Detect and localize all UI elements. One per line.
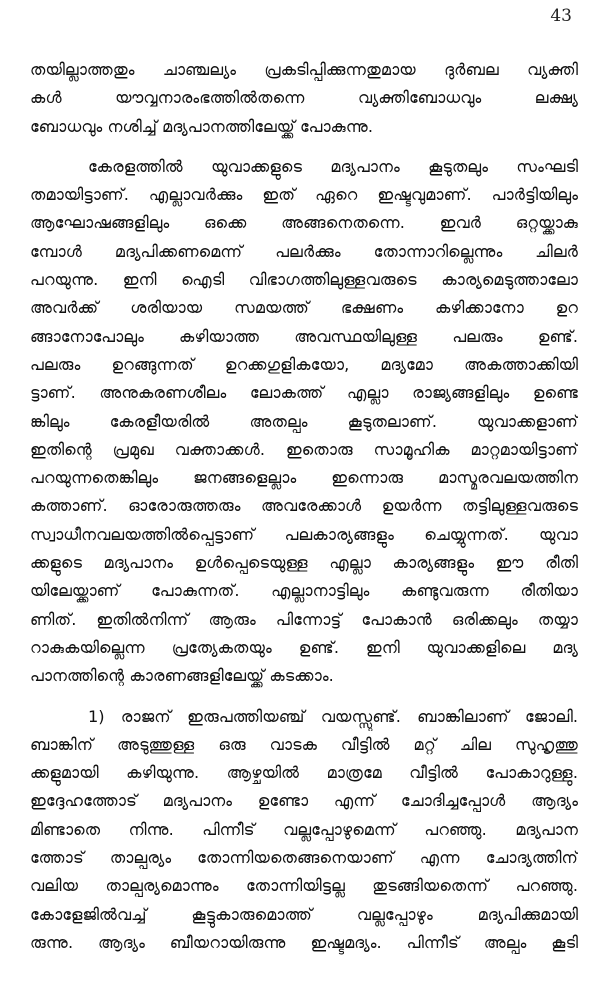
- text-line: ത്തോട് താല്പര്യം തോന്നിയതെങ്ങനെയാണ് എന്ന ചോദ്യത്തിന്: [30, 848, 578, 868]
- paragraph-gap: [30, 141, 578, 153]
- text-line: മിണ്ടാതെ നിന്നു. പിന്നീട് വല്ലപ്പോഴുമെന്ന് പറഞ്ഞു. മദ്യപാന: [30, 819, 578, 839]
- text-line: ട്ടാണ്. അനുകരണശീലം ലോകത്ത് എല്ലാ രാജ്യങ്ങളിലും ഉണ്ടെ: [30, 383, 578, 403]
- paragraph: [30, 703, 578, 958]
- text-line: ഇദ്ദേഹത്തോട് മദ്യപാനം ഉണ്ടോ എന്ന് ചോദിച്ചപ്പോൾ ആദ്യം: [30, 791, 578, 811]
- text-line: ആഘോഷങ്ങളിലും ഒക്കെ അങ്ങനെതന്നെ. ഇവർ ഒറ്റയ്ക്കാകു: [30, 213, 578, 233]
- text-line: ങ്കിലും കേരളീയരിൽ അതല്പം കൂടുതലാണ്. യുവാക്കളാണ്: [30, 411, 578, 431]
- paragraph-gap: [30, 691, 578, 703]
- text-line: ക്കളുമായി കഴിയുന്നു. ആഴ്ചയിൽ മാത്രമേ വീട്ടിൽ പോകാറുള്ളു.: [30, 763, 578, 783]
- text-line: കേരളത്തിൽ യുവാക്കളുടെ മദ്യപാനം കൂടുതലും സംഘടി: [88, 156, 578, 176]
- text-line: ക്കളുടെ മദ്യപാനം ഉൾപ്പെടെയുള്ള എല്ലാ കാര്യങ്ങളും ഈ രീതി: [30, 553, 578, 573]
- paragraph: [30, 56, 578, 141]
- text-line: റാകുകയില്ലെന്ന പ്രത്യേകതയും ഉണ്ട്. ഇനി യുവാക്കളിലെ മദ്യ: [30, 637, 578, 657]
- text-line: പലരും ഉറങ്ങുന്നത് ഉറക്കഗുളികയോ, മദ്യമോ അകത്താക്കിയി: [30, 354, 578, 374]
- paragraph: [30, 153, 578, 691]
- page-number: 43: [550, 6, 572, 26]
- text-line: ഇതിന്റെ പ്രമുഖ വക്താക്കൾ. ഇതൊരു സാമൂഹിക മാറ്റമായിട്ടാണ്: [30, 439, 578, 459]
- text-line: യിലേയ്ക്കാണ് പോകുന്നത്. എല്ലാനാട്ടിലും കണ്ടുവരുന്ന രീതിയാ: [30, 581, 578, 601]
- text-line: വലിയ താല്പര്യമൊന്നും തോന്നിയിട്ടല്ല തുടങ്ങിയതെന്ന് പറഞ്ഞു.: [30, 876, 578, 896]
- text-line: കോളേജിൽവച്ച് കൂട്ടുകാരുമൊത്ത് വല്ലപ്പോഴും മദ്യപിക്കുമായി: [30, 904, 578, 924]
- text-line: പറയുന്നു. ഇനി ഐടി വിഭാഗത്തിലുള്ളവരുടെ കാര്യമെടുത്താലോ: [30, 270, 578, 290]
- text-line: കത്താണ്. ഓരോരുത്തരും അവരേക്കാൾ ഉയർന്ന തട്ടിലുള്ളവരുടെ: [30, 496, 578, 516]
- text-line: പറയുന്നതെങ്കിലും ജനങ്ങളെല്ലാം ഇന്നൊരു മാസ്മരവലയത്തിന: [30, 468, 578, 488]
- text-line: 1) രാജന് ഇരുപത്തിയഞ്ച് വയസ്സുണ്ട്. ബാങ്കിലാണ് ജോലി.: [88, 706, 578, 726]
- text-line: ണിത്. ഇതിൽനിന്ന് ആരും പിന്നോട്ട് പോകാൻ ഒരിക്കലും തയ്യാ: [30, 609, 578, 629]
- page-body: [30, 56, 578, 957]
- text-line: സ്വാധീനവലയത്തിൽപ്പെട്ടാണ് പലകാര്യങ്ങളും ചെയ്യുന്നത്. യുവാ: [30, 524, 578, 544]
- text-line: ബോധവും നശിച്ച് മദ്യപാനത്തിലേയ്ക്ക് പോകുന്നു.: [30, 116, 374, 136]
- text-line: ങ്ങാനോപോലും കഴിയാത്ത അവസ്ഥയിലുള്ള പലരും ഉണ്ട്.: [30, 326, 578, 346]
- text-line: തയില്ലാത്തതും ചാഞ്ചല്യം പ്രകടിപ്പിക്കുന്നതുമായ ദുർബല വ്യക്തി: [30, 60, 578, 79]
- text-line: അവർക്ക് ശരിയായ സമയത്ത് ഭക്ഷണം കഴിക്കാനോ ഉറ: [30, 298, 578, 318]
- text-line: മ്പോൾ മദ്യപിക്കണമെന്ന് പലർക്കും തോന്നാറില്ലെന്നും ചിലർ: [30, 241, 578, 261]
- text-line: കൾ യൗവ്വനാരംഭത്തിൽതന്നെ വ്യക്തിബോധവും ലക്ഷ്യ: [30, 88, 578, 108]
- text-line: പാനത്തിന്റെ കാരണങ്ങളിലേയ്ക്ക് കടക്കാം.: [30, 666, 334, 686]
- text-line: രുന്നു. ആദ്യം ബീയറായിരുന്നു ഇഷ്ടമദ്യം. പിന്നീട് അല്പം കൂടി: [30, 932, 578, 952]
- text-line: ബാങ്കിന് അടുത്തുള്ള ഒരു വാടക വീട്ടിൽ മറ്റ് ചില സുഹൃത്തു: [30, 734, 578, 754]
- text-line: തമായിട്ടാണ്. എല്ലാവർക്കും ഇത് ഏറെ ഇഷ്ടവുമാണ്. പാർട്ടിയിലും: [30, 185, 578, 205]
